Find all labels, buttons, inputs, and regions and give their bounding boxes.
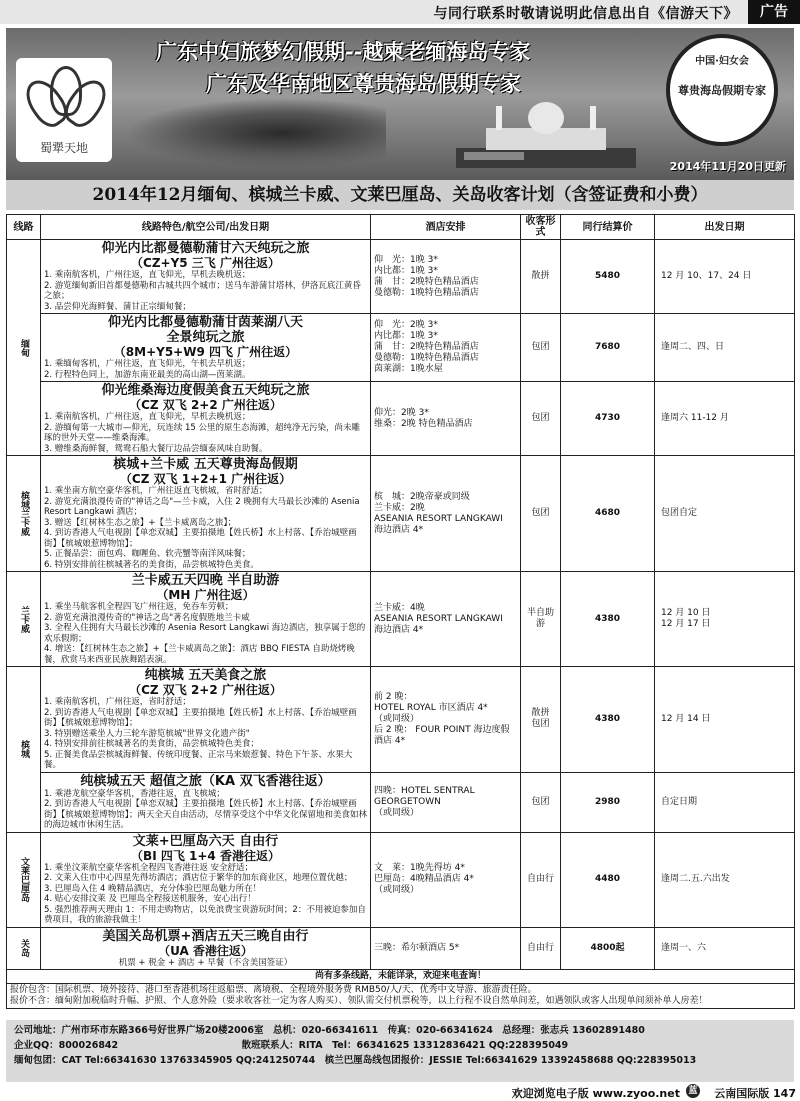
update-date: 2014年11月20日更新 [669, 160, 786, 173]
booking-form: 散拼 [521, 240, 561, 314]
fees-included: 报价包含：国际机票、境外接待、港口至香港机场往返船票、离境税、全程境外服务费 RMB50/人/天、优秀中文导游、旅游责任险。 [10, 985, 537, 995]
route-region: 关岛 [7, 927, 41, 970]
price-suffix: 起 [615, 942, 625, 953]
route-row [7, 832, 795, 927]
more-routes-row [7, 970, 795, 984]
banner-subtitle: 广东及华南地区尊贵海岛假期专家 [206, 72, 521, 96]
header-dates: 出发日期 [655, 215, 795, 240]
booking-form: 自由行 [521, 927, 561, 970]
route-airline: （UA 香港往返） [158, 943, 253, 958]
price-value: 5480 [594, 271, 621, 281]
route-extra: 机票 + 税金 + 酒店 + 早餐（不含美国签证） [118, 957, 293, 968]
route-airline: （CZ 双飞 1+2+1 广州往返） [119, 472, 292, 486]
route-airline: （MH 广州往返） [156, 588, 255, 602]
route-row [7, 314, 795, 382]
departure-dates: 自定日期 [655, 772, 795, 832]
route-row [7, 927, 795, 970]
departure-dates: 包团自定 [655, 456, 795, 572]
hotel-info: 四晚：HOTEL SENTRAL GEORGETOWN （或同级） [371, 772, 521, 832]
price-value: 4800 [590, 942, 616, 953]
route-features: 1. 乘坐汶莱航空豪华客机全程四飞香港往返 安全舒适； 2. 文莱入住市中心四星先得坊酒店；酒店位于繁华的加东商业区，地理位置优越； 3. 巴厘岛入住 4 晚精品酒店，充分体验巴厘岛魅力所在！ 4. 贴心安排汶莱 及 巴厘岛全程接送机服务，安心出行！ 5. 强烈推荐两天理由 1：不用走购物店，以免浪费宝贵游玩时间；2：不用被迫参加自费项目，我的旅游我做主！ [44, 862, 366, 925]
plan-title: 2014年12月缅甸、槟城兰卡威、文莱巴厘岛、关岛收客计划（含签证费和小费） [6, 180, 794, 210]
booking-form: 包团 [521, 772, 561, 832]
route-features: 1. 乘港龙航空豪华客机，香港往返，直飞槟城； 2. 到访香港人气电视剧【单恋双城】主要拍摄地【姓氏桥】水上村落、【乔治城壁画街】【槟城娘惹博物馆】；两天全天自由活动，尽情享受这个中华文化保留地和美食如林的海边城市休闲生活。 [44, 788, 368, 830]
route-row [7, 456, 795, 572]
departure-dates: 12 月 14 日 [655, 667, 795, 773]
route-title: 兰卡威五天四晚 半自助游 [131, 573, 280, 588]
brand-logo [16, 58, 112, 162]
table-header [7, 215, 795, 240]
route-table [6, 214, 795, 1009]
fees-excluded: 报价不含：缅甸附加税临时升幅、护照、个人意外险（要求收客社一定为客人购买）、领队需交付机票税等，以上行程不设自然单间差，如遇领队或客人出现单间须补单人房差！ [10, 996, 708, 1006]
publication-page: 云南国际版 147 [714, 1087, 796, 1100]
route-features: 1. 乘缅甸客机，广州往返，直飞仰光，午机去早机返； 2. 行程特色同上，加游东南亚最美的高山湖—茵莱湖。 [44, 359, 251, 380]
route-airline: （CZ 双飞 2+2 广州往返） [129, 398, 282, 412]
price-value: 4380 [594, 713, 621, 724]
header-hotel: 酒店安排 [371, 215, 521, 240]
route-title: 仰光内比都曼德勒蒲甘六天纯玩之旅 [101, 241, 310, 256]
route-row [7, 572, 795, 667]
route-region: 兰卡威 [7, 572, 41, 667]
booking-form: 包团 [521, 382, 561, 456]
edition-badge: 蓝 [686, 1084, 700, 1098]
route-title: 仰光内比都曼德勒蒲甘茵莱湖八天 [107, 315, 303, 330]
departure-dates: 逢周二、四、日 [655, 314, 795, 382]
palace-photo [456, 88, 636, 168]
departure-dates: 12 月 10 日 12 月 17 日 [655, 572, 795, 667]
departure-dates: 逢周六 11-12 月 [655, 382, 795, 456]
diver-photo [126, 98, 386, 168]
price-value: 4480 [594, 874, 621, 884]
route-region: 槟城兰卡威 [7, 456, 41, 572]
footer-line-1: 公司地址：广州市环市东路366号好世界广场20楼2006室 总机：020-66341611 传真：020-66341624 总经理：张志兵 13602891480 [14, 1025, 645, 1036]
hotel-info: 兰卡威：4晚 ASEANIA RESORT LANGKAWI 海边酒店 4* [371, 572, 521, 667]
price-value: 4730 [594, 413, 621, 423]
footer-line-3: 缅甸包团：CAT Tel:66341630 13763345905 QQ:241250744 槟兰巴厘岛线包团报价：JESSIE Tel:66341629 13392458688 QQ:228395013 [14, 1055, 697, 1066]
source-note: 与同行联系时敬请说明此信息出自《信游天下》 [433, 6, 738, 22]
route-region: 缅甸 [7, 240, 41, 456]
route-features: 1. 乘坐马航客机全程四飞广州往返，免吞车劳顿； 2. 游览充满浪漫传奇的"神话之岛"著名度假胜地兰卡威 3. 全程入住拥有大马最长沙滩的 Asenia Resort Langkawi 海边酒店，独享属于您的欢乐假期； 4. 增送：【红树林生态之旅】+【兰卡威离岛之旅】：酒店 BBQ FIESTA 自助烧烤晚餐，欣赏马来西亚民族舞蹈表演。 [44, 602, 366, 665]
departure-dates: 逢周二.五.六出发 [655, 832, 795, 927]
route-airline: （BI 四飞 1+4 香港往返） [131, 848, 280, 863]
price-value: 4680 [594, 508, 621, 518]
header-banner [6, 28, 794, 180]
header-form: 收客形式 [521, 215, 561, 240]
price-value: 7680 [594, 342, 621, 352]
more-routes: 尚有多条线路，未能详录，欢迎来电查询！ [7, 970, 795, 984]
route-row [7, 667, 795, 773]
booking-form: 包团 [521, 314, 561, 382]
route-features: 1. 乘南航客机，广州往返，直飞仰光，早机去晚机返； 2. 游缅甸第一大城市—仰光，玩连续 15 公里的原生态海滩，超纯净无污染，尚未雕琢的世外天堂——维桑海滩。 3. 赠维桑海鲜餐，鸳鸯石船大餐厅边品尝缅泰风味自助餐。 [44, 412, 361, 454]
header-price: 同行结算价 [561, 215, 655, 240]
ad-tag: 广告 [748, 0, 800, 24]
route-title: 槟城+兰卡威 五天尊贵海岛假期 [113, 457, 298, 472]
hotel-info: 仰 光：2晚 3* 内比都：1晚 3* 蒲 甘：2晚特色精品酒店 曼德勒：1晚特色精品酒店 茵莱湖：1晚水屋 [371, 314, 521, 382]
site-link[interactable]: 欢迎浏览电子版 www.zyoo.net [511, 1087, 680, 1100]
fees-row [7, 984, 795, 1009]
route-row [7, 240, 795, 314]
route-airline: （CZ+Y5 三飞 广州往返） [131, 256, 280, 270]
route-features: 1. 乘南航客机，广州往返，省时舒适； 2. 到访香港人气电视剧【单恋双城】主要拍摄地【姓氏桥】水上村落、【乔治城壁画街】【槟城娘惹博物馆】； 3. 特别赠送乘坐人力三轮车游览槟城"世界文化遗产街" 4. 特别安排前往槟城著名的美食街，品尝槟城特色美食； 5. 正餐美食品尝槟城海鲜餐、传统印度餐、正宗马来娘惹餐、特色下午茶、水果大餐。 [44, 697, 357, 770]
route-row [7, 382, 795, 456]
header-route: 线路 [7, 215, 41, 240]
route-title: 纯槟城五天 超值之旅（KA 双飞香港往返） [80, 773, 331, 789]
booking-form: 包团 [521, 456, 561, 572]
departure-dates: 逢周一、六 [655, 927, 795, 970]
hotel-info: 前 2 晚： HOTEL ROYAL 市区酒店 4* （或同级） 后 2 晚： FOUR POINT 海边度假酒店 4* [371, 667, 521, 773]
footer-line-2: 企业QQ：800026842 散班联系人：RITA Tel：66341625 13312836421 QQ:228395049 [14, 1040, 569, 1051]
route-features: 1. 乘坐南方航空豪华客机，广州往返直飞槟城，省时舒适； 2. 游览充满浪漫传奇的"神话之岛"—兰卡威，入住 2 晚拥有大马最长沙滩的 Asenia Resort Langkawi 酒店； 3. 赠送【红树林生态之旅】+【兰卡威离岛之旅】； 4. 到访香港人气电视剧【单恋双城】主要拍摄地【姓氏桥】水上村落、【乔治城壁画街】【槟城娘惹博物馆】； 5. 正餐品尝：面包鸡、咖喱鱼、软壳蟹等南洋风味餐； 6. 特别安排前往槟城著名的美食街，品尝槟城特色美食。 [44, 486, 360, 570]
route-title-2: 全景纯玩之旅 [166, 330, 245, 345]
route-region: 文莱巴厘岛 [7, 832, 41, 927]
header-feature: 线路特色/航空公司/出发日期 [41, 215, 371, 240]
bottom-bar [0, 1084, 800, 1100]
hotel-info: 三晚：希尔顿酒店 5* [371, 927, 521, 970]
booking-form: 散拼 包团 [521, 667, 561, 773]
route-region: 槟城 [7, 667, 41, 833]
departure-dates: 12 月 10、17、24 日 [655, 240, 795, 314]
route-title: 美国关岛机票+酒店五天三晚自由行 [102, 928, 309, 944]
brand-name: 蜀犟天地 [39, 141, 88, 155]
route-title: 仰光维桑海边度假美食五天纯玩之旅 [101, 383, 310, 398]
price-value: 2980 [594, 796, 621, 807]
booking-form: 自由行 [521, 832, 561, 927]
route-airline: （CZ 双飞 2+2 广州往返） [129, 683, 282, 697]
route-airline: （8M+Y5+W9 四飞 广州往返） [113, 345, 298, 359]
price-value: 4380 [594, 613, 621, 624]
brand-seal: 中国·妇女会 尊贵海岛假期专家 [666, 34, 778, 146]
route-title: 纯槟城 五天美食之旅 [144, 668, 267, 683]
hotel-info: 槟 城：2晚帝豪或同级 兰卡威：2晚 ASEANIA RESORT LANGKAWI 海边酒店 4* [371, 456, 521, 572]
route-features: 1. 乘南航客机，广州往返，直飞仰光，早机去晚机返； 2. 游览缅甸新旧首都曼德勒和古城共四个城市；送马车游蒲甘塔林，伊洛瓦底江黄昏之旅； 3. 品尝仰光海鲜餐、蒲甘正宗缅甸餐； [44, 270, 361, 312]
contact-footer [6, 1020, 794, 1082]
hotel-info: 文 莱：1晚先得坊 4* 巴厘岛：4晚精品酒店 4* （或同级） [371, 832, 521, 927]
route-title: 文莱+巴厘岛六天 自由行 [132, 833, 279, 849]
hotel-info: 仰 光：1晚 3* 内比都：1晚 3* 蒲 甘：2晚特色精品酒店 曼德勒：1晚特色精品酒店 [371, 240, 521, 314]
banner-title: 广东中妇旅梦幻假期--越柬老缅海岛专家 [156, 40, 531, 64]
route-row [7, 772, 795, 832]
booking-form: 半自助游 [521, 572, 561, 667]
top-bar [0, 0, 800, 24]
hotel-info: 仰光：2晚 3* 维桑：2晚 特色精品酒店 [371, 382, 521, 456]
